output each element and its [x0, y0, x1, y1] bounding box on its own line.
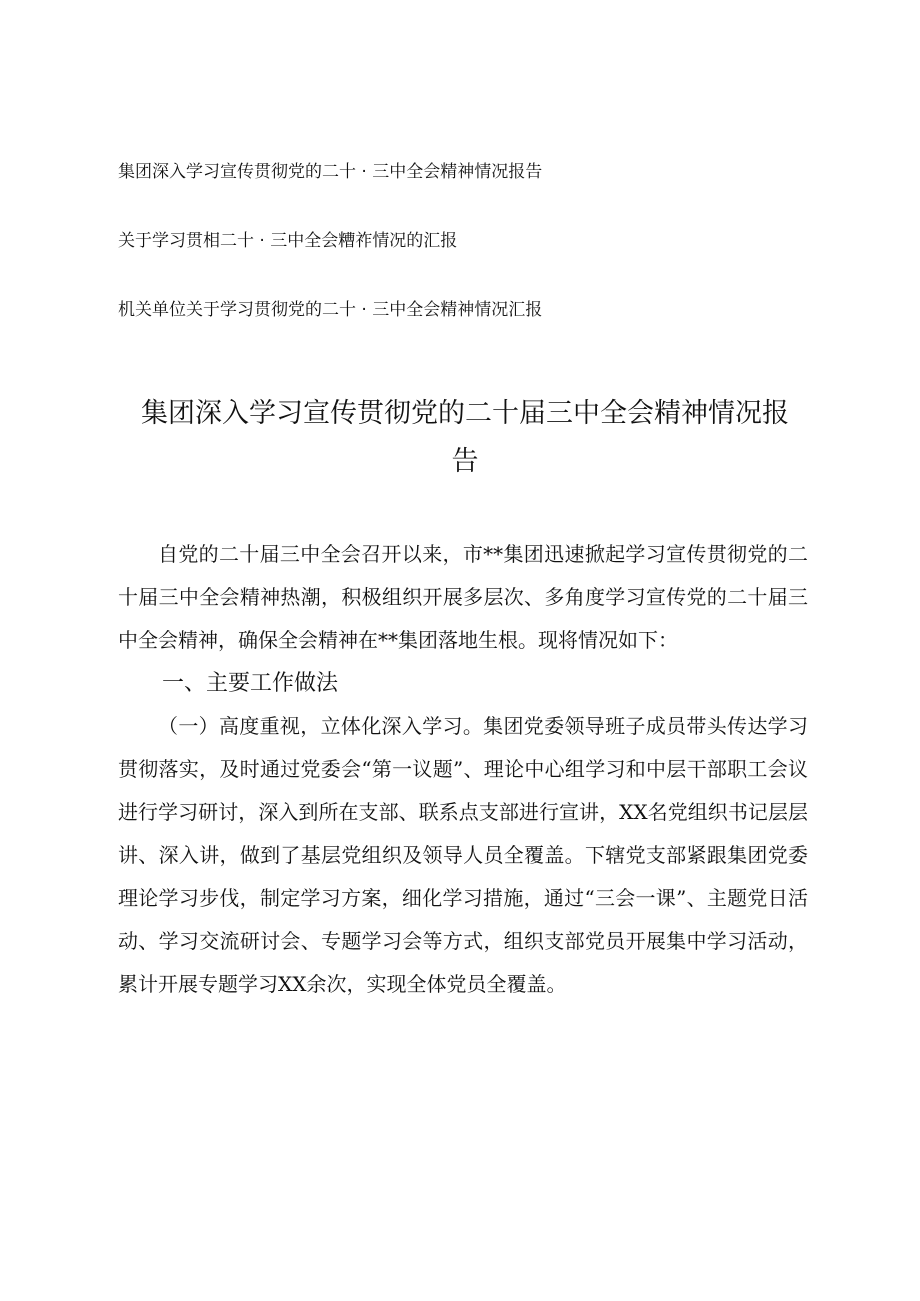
- section-paragraph: （一）高度重视，立体化深入学习。集团党委领导班子成员带头传达学习贯彻落实，及时通过党委会“第一议题”、理论中心组学习和中层干部职工会议进行学习研讨，深入到所在支部、联系点支部进行宣讲，XX名党组织书记层层讲、深入讲，做到了基层党组织及领导人员全覆盖。下辖党支部紧跟集团党委理论学习步伐，制定学习方案，细化学习措施，通过“三会一课”、主题党日活动、学习交流研讨会、专题学习会等方式，组织支部党员开展集中学习活动，累计开展专题学习XX余次，实现全体党员全覆盖。: [118, 714, 808, 996]
- toc-item-3: 机关单位关于学习贯彻党的二十 · 三中全会精神情况汇报: [118, 300, 543, 320]
- intro-paragraph: 自党的二十届三中全会召开以来，市**集团迅速掀起学习宣传贯彻党的二十届三中全会精神热潮，积极组织开展多层次、多角度学习宣传党的二十届三中全会精神，确保全会精神在**集团落地生根。现将情况如下：: [118, 542, 808, 652]
- toc-item-1: 集团深入学习宣传贯彻党的二十 · 三中全会精神情况报告: [118, 162, 543, 182]
- document-body: [118, 533, 808, 1006]
- document-title: 集团深入学习宣传贯彻党的二十届三中全会精神情况报告: [141, 398, 789, 477]
- table-of-contents: [118, 160, 818, 367]
- section-heading: 一、主要工作做法: [162, 671, 339, 696]
- toc-item-2: 关于学习贯相二十 · 三中全会糟祚情况的汇报: [118, 231, 458, 251]
